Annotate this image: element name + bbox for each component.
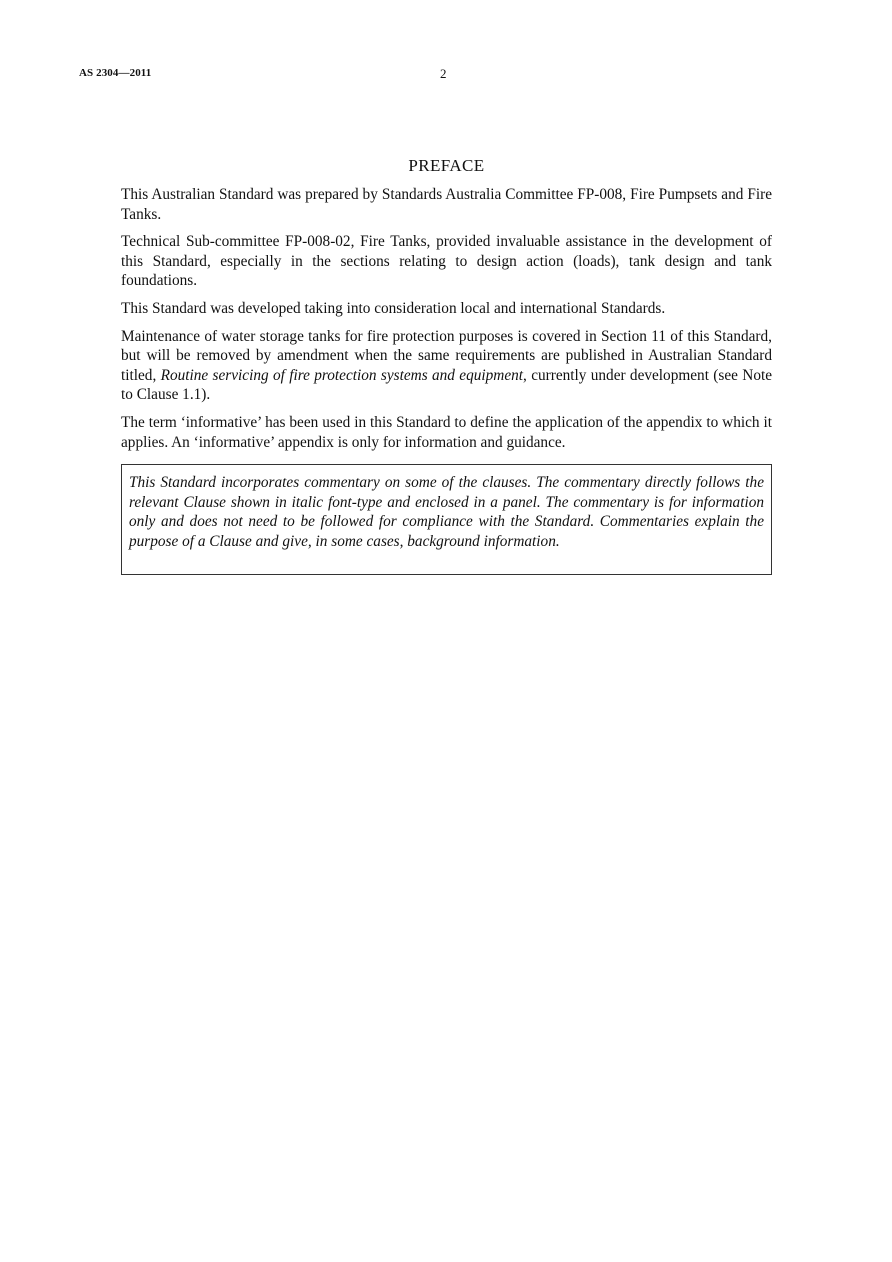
paragraph-maintenance (121, 327, 772, 405)
paragraph-informative: The term ‘informative’ has been used in this Standard to define the application of the appendix to which it applies. An ‘informative’ appendix is only for information and guidance. (121, 413, 772, 451)
paragraph-committee: This Australian Standard was prepared by Standards Australia Committee FP-008, Fire Pumpsets and Fire Tanks. (121, 186, 772, 223)
paragraph-subcommittee: Technical Sub-committee FP-008-02, Fire Tanks, provided invaluable assistance in the development of this Standard, especially in the sections relating to design action (loads), tank design and tank foundations. (121, 233, 772, 290)
paragraph-standards-consideration: This Standard was developed taking into consideration local and international Standards. (121, 299, 666, 317)
standard-identifier: AS 2304—2011 (79, 67, 152, 79)
commentary-panel: This Standard incorporates commentary on some of the clauses. The commentary directly follows the relevant Clause shown in italic font-type and enclosed in a panel. The commentary is for information only and does not need to be followed for compliance with the Standard. Commentaries explain the purpose of a Clause and give, in some cases, background information. (121, 464, 772, 575)
preface-title: PREFACE (408, 156, 485, 175)
maintenance-text-before: Maintenance of water storage tanks for fire protection purposes is covered in Section 11 of this Standard, but will be removed by amendment when the same requirements are published in Australian Standard titled, (121, 327, 772, 384)
maintenance-text-after: , currently under development (see Note to Clause 1.1). (121, 366, 773, 404)
page-number: 2 (440, 66, 447, 81)
preface-section (121, 155, 772, 575)
referenced-standard-title: Routine servicing of fire protection systems and equipment (160, 366, 524, 384)
